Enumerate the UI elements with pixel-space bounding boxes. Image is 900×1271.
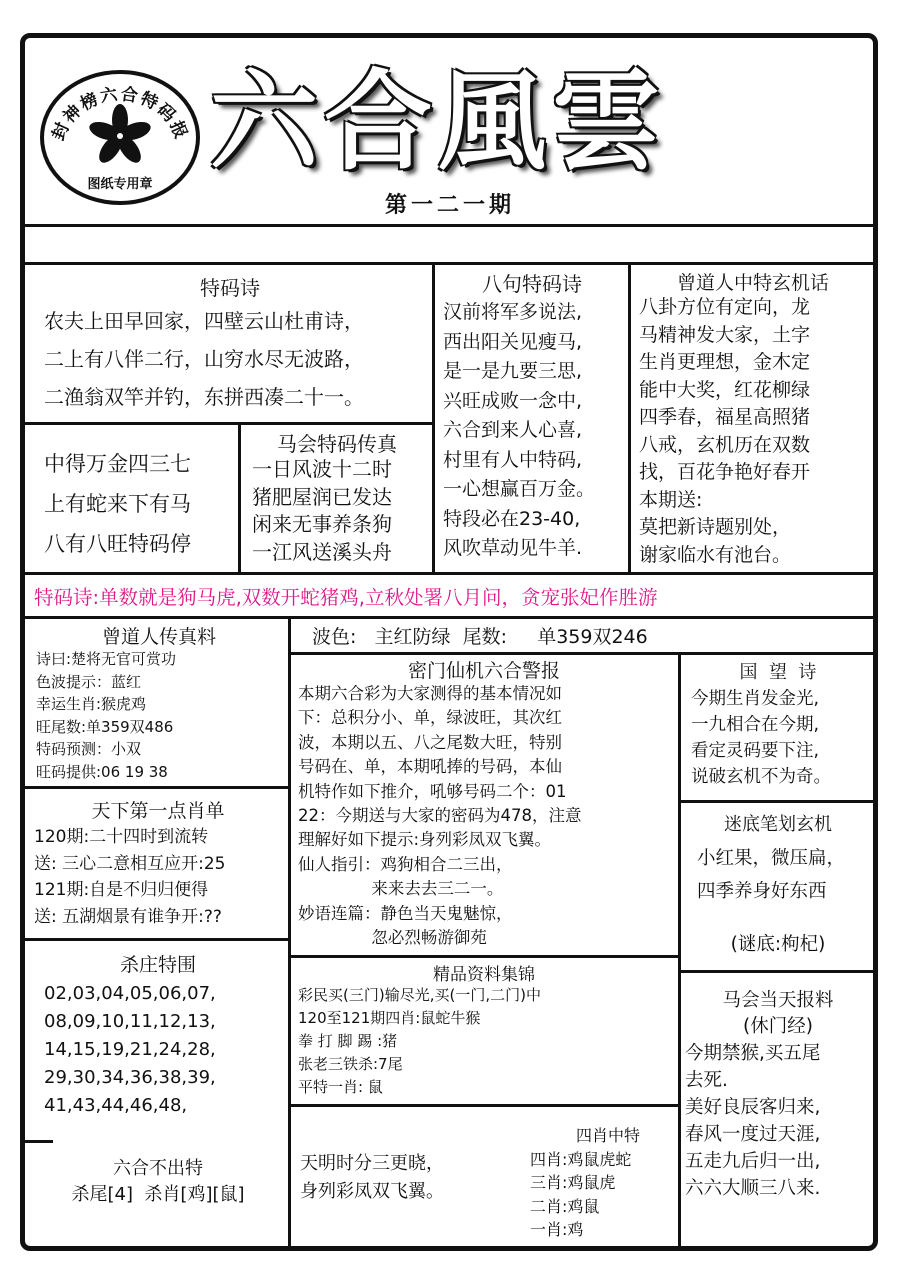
tianxia-title: 天下第一点肖单 xyxy=(91,800,225,822)
eight-line: 是一是九要三思, xyxy=(443,360,583,382)
eight-line: 西出阳关见瘦马, xyxy=(443,330,583,353)
poem-box xyxy=(30,272,430,420)
zeng-fax-line: 旺尾数:单359双486 xyxy=(36,717,174,736)
poem-title: 特码诗 xyxy=(200,276,260,300)
guowang-line: 一九相合在今期, xyxy=(691,715,820,735)
pink-banner: 特码诗:单数就是狗马虎,双数开蛇猪鸡,立秋处署八月问，贪宠张妃作胜游 xyxy=(34,586,658,609)
dawn-box xyxy=(300,1150,530,1220)
never-out-text: 杀尾[4] 杀肖[鸡][鼠] xyxy=(71,1184,245,1205)
eight-line: 兴旺成败一念中, xyxy=(443,389,583,412)
kill-zone-line: 02,03,04,05,06,07, xyxy=(44,983,216,1004)
divider xyxy=(25,616,875,619)
wan-jin-box xyxy=(44,444,234,568)
dawn-line: 天明时分三更晓， xyxy=(300,1153,444,1174)
divider xyxy=(432,262,435,572)
essence-line: 拳 打 脚 踢 :猪 xyxy=(298,1032,398,1050)
eight-line: 特段必在23-40, xyxy=(443,507,581,530)
masthead-title: 六合風雲 xyxy=(210,59,667,185)
four-zodiac-line: 一肖:鸡 xyxy=(530,1220,584,1239)
zeng-fax-box xyxy=(32,622,286,784)
secret-line: 理解好如下提示:身列彩凤双飞翼。 xyxy=(298,830,552,850)
divider xyxy=(25,224,875,227)
mystic-line: 生肖更理想，金木定 xyxy=(639,351,811,373)
divider xyxy=(678,652,681,1246)
mahui-report-line: 去死. xyxy=(685,1070,728,1091)
eight-line: 六合到来人心喜, xyxy=(443,419,583,441)
divider xyxy=(288,1104,678,1107)
tianxia-line: 送: 三心二意相互应开:25 xyxy=(34,853,226,874)
zeng-fax-line: 幸运生肖:猴虎鸡 xyxy=(36,695,147,713)
poem-line: 农夫上田早回家，四壁云山杜甫诗， xyxy=(44,309,364,333)
mystic-line: 本期送: xyxy=(639,488,703,511)
tianxia-line: 送: 五湖烟景有谁争开:?? xyxy=(34,906,222,927)
riddle-line: 四季养身好东西 xyxy=(697,881,827,902)
essence-line: 平特一肖: 鼠 xyxy=(298,1078,383,1096)
secret-line: 机特作如下推介，吼够号码二个：01 xyxy=(298,781,567,801)
secret-line: 忽必烈畅游御苑 xyxy=(298,928,487,948)
secret-title: 密门仙机六合警报 xyxy=(407,660,560,682)
divider xyxy=(25,422,434,425)
svg-text:图纸专用章: 图纸专用章 xyxy=(87,177,153,192)
zeng-fax-title: 曾道人传真料 xyxy=(101,626,216,648)
riddle-answer: (谜底:枸杞) xyxy=(730,934,826,955)
essence-line: 张老三铁杀:7尾 xyxy=(298,1055,403,1073)
divider xyxy=(678,970,875,973)
never-out-box xyxy=(30,1156,286,1236)
mahui-report-box xyxy=(683,988,873,1208)
divider xyxy=(288,616,291,1246)
mystic-line: 四季春，福星高照猪 xyxy=(639,406,811,428)
four-zodiac-line: 二肖:鸡鼠 xyxy=(530,1196,600,1216)
mahui-fax-line: 一日风波十二时 xyxy=(252,457,392,481)
divider xyxy=(288,652,875,655)
kill-zone-line: 08,09,10,11,12,13, xyxy=(44,1011,216,1032)
mahui-fax-title: 马会特码传真 xyxy=(277,432,397,456)
four-zodiac-line: 四肖:鸡鼠虎蛇 xyxy=(530,1149,632,1169)
zeng-mystic-title: 曾道人中特玄机话 xyxy=(676,272,829,294)
divider xyxy=(25,1140,53,1143)
issue-number: 第一二一期 xyxy=(384,193,515,218)
divider xyxy=(628,262,631,572)
tianxia-line: 121期:自是不归归便得 xyxy=(34,880,209,900)
mahui-report-line: 五走九后归一出, xyxy=(685,1151,821,1172)
mystic-line: 能中大奖，红花柳绿 xyxy=(639,378,811,401)
eight-line: 汉前将军多说法, xyxy=(443,301,583,323)
divider xyxy=(288,955,678,958)
eight-line: 一心想赢百万金。 xyxy=(443,478,596,500)
mahui-report-line: 今期禁猴,买五尾 xyxy=(685,1043,821,1064)
divider xyxy=(678,800,875,803)
never-out-title: 六合不出特 xyxy=(113,1158,203,1179)
mahui-fax-line: 猪肥屋润已发达 xyxy=(252,484,392,509)
divider xyxy=(25,938,288,941)
wan-jin-line: 八有八旺特码停 xyxy=(44,532,191,556)
four-zodiac-box xyxy=(530,1124,676,1242)
essence-line: 彩民买(三门)输尽光,买(一门,二门)中 xyxy=(298,986,541,1004)
secret-line: 来来去去三二一。 xyxy=(298,879,504,899)
zeng-fax-line: 旺码提供:06 19 38 xyxy=(36,762,168,781)
secret-line: 号码在、单，本期吼捧的号码，本仙 xyxy=(298,757,562,777)
four-zodiac-title: 四肖中特 xyxy=(576,1126,641,1145)
kill-zone-title: 杀庄特围 xyxy=(119,954,196,976)
kill-zone-box xyxy=(30,950,286,1130)
mahui-report-line: 美好良辰客归来, xyxy=(685,1097,821,1118)
riddle-box xyxy=(683,810,873,968)
divider xyxy=(25,786,288,789)
guowang-line: 说破玄机不为奇。 xyxy=(691,767,831,787)
secret-line: 22：今期送与大家的密码为478，注意 xyxy=(298,806,582,826)
mystic-line: 八戒，玄机历在双数 xyxy=(639,433,811,456)
divider xyxy=(25,572,875,575)
wave-tail-line: 波色: 主红防绿 尾数: 单359双246 xyxy=(312,626,648,648)
guowang-line: 看定灵码要下注, xyxy=(691,741,820,761)
mahui-report-line: 六六大顺三八来. xyxy=(685,1178,821,1199)
official-seal xyxy=(40,70,200,205)
zeng-fax-line: 色波提示：蓝红 xyxy=(36,672,142,691)
poem-line: 二上有八伴二行，山穷水尽无波路， xyxy=(44,347,364,371)
divider xyxy=(25,262,875,265)
mahui-fax-line: 一江风送溪头舟 xyxy=(252,539,392,564)
four-zodiac-line: 三肖:鸡鼠虎 xyxy=(530,1173,616,1192)
mystic-line: 八卦方位有定向，龙 xyxy=(639,296,811,318)
secret-line: 下：总积分小、单，绿波旺，其次红 xyxy=(298,708,562,728)
mystic-line: 找，百花争艳好春开 xyxy=(639,461,811,483)
tianxia-box xyxy=(30,796,286,936)
poem-line: 二渔翁双竿并钓，东拼西凑二十一。 xyxy=(44,385,364,409)
wan-jin-line: 上有蛇来下有马 xyxy=(44,492,191,516)
essence-title: 精品资料集锦 xyxy=(433,965,535,985)
eight-line: 风吹草动见牛羊. xyxy=(443,537,583,559)
eight-lines-title: 八句特码诗 xyxy=(482,272,582,296)
guowang-title: 国 望 诗 xyxy=(739,662,817,683)
kill-zone-line: 14,15,19,21,24,28, xyxy=(44,1039,216,1060)
mahui-report-line: 春风一度过天涯, xyxy=(685,1124,821,1145)
wan-jin-line: 中得万金四三七 xyxy=(44,452,191,476)
eight-line: 村里有人中特码, xyxy=(443,448,583,471)
kill-zone-line: 29,30,34,36,38,39, xyxy=(44,1067,216,1088)
riddle-title: 迷底笔划玄机 xyxy=(724,814,832,835)
zeng-fax-line: 诗曰:楚将无官可赏功 xyxy=(36,650,177,668)
mahui-fax-line: 闲来无事养条狗 xyxy=(252,512,392,536)
mahui-report-subtitle: (休门经) xyxy=(743,1016,813,1037)
guowang-line: 今期生肖发金光, xyxy=(691,689,820,709)
essence-line: 120至121期四肖:鼠蛇牛猴 xyxy=(298,1009,481,1027)
zeng-mystic-box xyxy=(633,268,873,570)
mystic-line: 马精神发大家，土字 xyxy=(639,323,811,346)
kill-zone-line: 41,43,44,46,48, xyxy=(44,1095,188,1116)
mystic-line: 莫把新诗题别处， xyxy=(639,516,792,538)
secret-line: 妙语连篇：静色当天鬼魅惊， xyxy=(298,903,513,923)
secret-line: 本期六合彩为大家测得的基本情况如 xyxy=(298,684,562,703)
zeng-fax-line: 特码预测：小双 xyxy=(36,740,142,758)
essence-box xyxy=(292,960,676,1102)
secret-line: 仙人指引：鸡狗相合二三出， xyxy=(298,854,513,874)
dawn-line: 身列彩凤双飞翼。 xyxy=(300,1181,444,1202)
seal-graphic xyxy=(44,74,196,201)
mahui-report-title: 马会当天报料 xyxy=(722,990,834,1011)
svg-text:封神榜六合特码报: 封神榜六合特码报 xyxy=(48,84,192,144)
secret-box xyxy=(292,656,676,954)
eight-lines-box xyxy=(437,268,627,570)
tianxia-line: 120期:二十四时到流转 xyxy=(34,827,209,847)
divider xyxy=(238,422,241,572)
secret-line: 波，本期以五、八之尾数大旺，特别 xyxy=(298,732,562,752)
guowang-box xyxy=(683,658,873,798)
mahui-fax-box xyxy=(244,428,430,570)
mystic-line: 谢家临水有池台。 xyxy=(639,543,792,566)
riddle-line: 小红果，微压扁， xyxy=(697,848,846,869)
bauhinia-icon xyxy=(87,104,153,167)
